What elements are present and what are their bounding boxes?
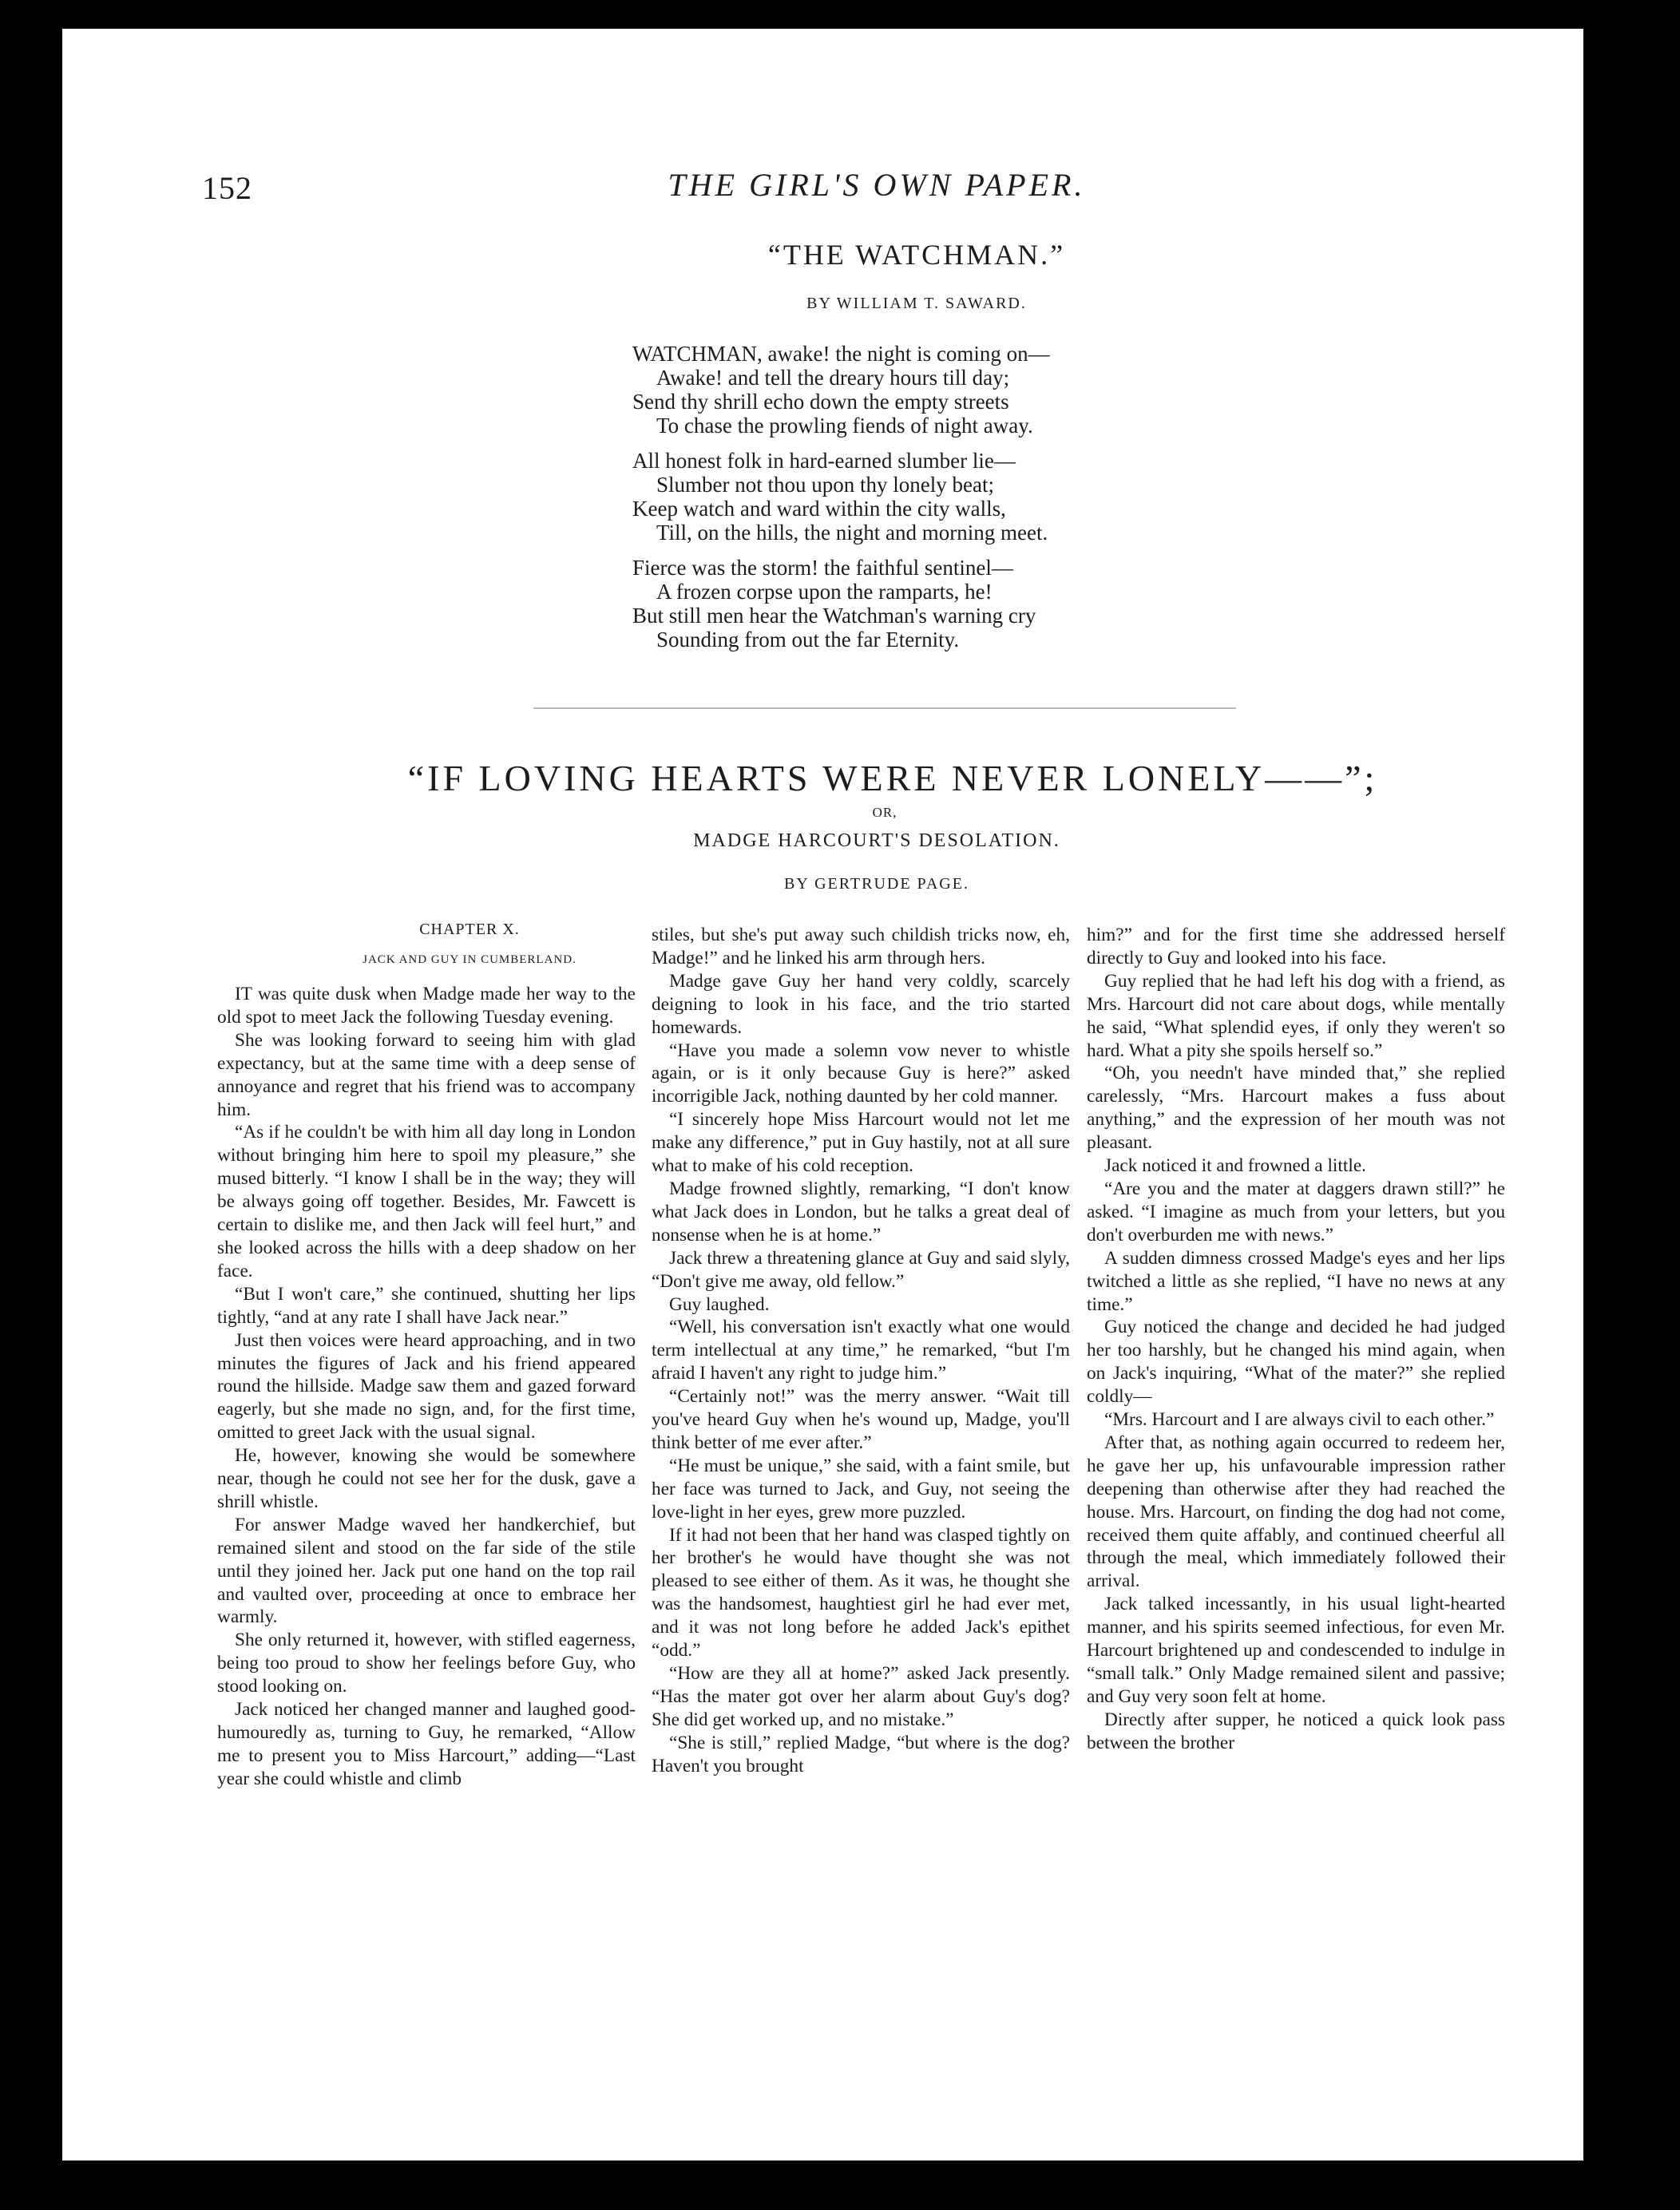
poem-byline: BY WILLIAM T. SAWARD. xyxy=(806,295,1027,312)
paragraph: “But I won't care,” she continued, shutting her lips tightly, “and at any rate I shall have Jack near.” xyxy=(217,1283,636,1328)
paragraph: Guy noticed the change and decided he had judged her too harshly, but he changed his mind again, when on Jack's inquiring, “What of the mater?” she replied coldly— xyxy=(1087,1317,1505,1408)
scan-border xyxy=(1583,29,1680,2160)
magazine-page xyxy=(62,29,1583,2160)
story-subtitle: MADGE HARCOURT'S DESOLATION. xyxy=(693,830,1060,851)
paragraph: IT was quite dusk when Madge made her way to the old spot to meet Jack the following Tuesday evening. xyxy=(217,984,636,1028)
poem-stanza xyxy=(632,342,1050,438)
story-byline: BY GERTRUDE PAGE. xyxy=(784,875,969,893)
poem-line: WATCHMAN, awake! the night is coming on— xyxy=(632,342,1050,366)
story-title: “IF LOVING HEARTS WERE NEVER LONELY——”; xyxy=(407,758,1378,798)
paragraph: Just then voices were heard approaching, and in two minutes the figures of Jack and his friend appeared round the hillside. Madge saw them and gazed forward eagerly, but she made no sign, and, for the first time, omitted to greet Jack with the usual signal. xyxy=(217,1329,636,1444)
paragraph: He, however, knowing she would be somewhere near, though he could not see her for the dusk, gave a shrill whistle. xyxy=(217,1445,636,1512)
paragraph: Jack noticed it and frowned a little. xyxy=(1104,1155,1366,1177)
poem-line: Keep watch and ward within the city walls, xyxy=(632,497,1006,521)
paragraph: After that, as nothing again occurred to redeem her, he gave her up, his unfavourable impression rather deepening than otherwise after they had reached the house. Mrs. Harcourt, on finding the dog had not come, received them quite affably, and continued cheerful all through the meal, which immediately followed their arrival. xyxy=(1087,1432,1505,1592)
paragraph: For answer Madge waved her handkerchief, but remained silent and stood on the far side of the stile until they joined her. Jack put one hand on the top rail and vaulted over, proceeding at once to embrace her warmly. xyxy=(217,1514,636,1628)
chapter-subtitle: JACK AND GUY IN CUMBERLAND. xyxy=(363,953,577,966)
story-or: OR, xyxy=(872,805,897,820)
paragraph: Madge frowned slightly, remarking, “I don't know what Jack does in London, but he talks a great deal of nonsense when he is at home.” xyxy=(652,1178,1070,1246)
poem-title: “THE WATCHMAN.” xyxy=(767,239,1066,271)
paragraph: “How are they all at home?” asked Jack presently. “Has the mater got over her alarm about Guy's dog? She did get worked up, and no mistake.” xyxy=(652,1663,1070,1730)
paragraph: A sudden dimness crossed Madge's eyes and her lips twitched a little as she replied, “I have no news at any time.” xyxy=(1087,1247,1505,1315)
paragraph: Jack talked incessantly, in his usual light-hearted manner, and his spirits seemed infectious, for even Mr. Harcourt brightened up and condescended to indulge in “small talk.” Only Madge remained silent and passive; and Guy very soon felt at home. xyxy=(1087,1594,1505,1707)
paragraph: Directly after supper, he noticed a quick look pass between the brother xyxy=(1087,1709,1505,1753)
poem-line: Fierce was the storm! the faithful sentinel— xyxy=(632,556,1013,580)
paragraph: “As if he couldn't be with him all day long in London without bringing him here to spoil my pleasure,” she mused bitterly. “I know I shall be in the way; they will be always going off together. Besides, Mr. Fawcett is certain to dislike me, and then Jack will feel hurt,” and she looked across the hills with a deep shadow on her face. xyxy=(217,1122,636,1281)
page-number: 152 xyxy=(202,170,252,206)
paragraph: “Have you made a solemn vow never to whistle again, or is it only because Guy is here?” asked incorrigible Jack, nothing daunted by her cold manner. xyxy=(652,1040,1070,1107)
paragraph: “Oh, you needn't have minded that,” she replied carelessly, “Mrs. Harcourt makes a fuss about anything,” and the expression of her mouth was not pleasant. xyxy=(1087,1063,1505,1154)
paragraph: If it had not been that her hand was clasped tightly on her brother's he would have thought she was not pleased to see either of them. As it was, he thought she was the handsomest, haughtiest girl he had ever met, and it was not long before he added Jack's epithet “odd.” xyxy=(652,1524,1070,1661)
paragraph: Madge gave Guy her hand very coldly, scarcely deigning to look in his face, and the trio started homewards. xyxy=(652,970,1070,1038)
poem-line: Sounding from out the far Eternity. xyxy=(656,628,960,652)
paragraph: “Well, his conversation isn't exactly what one would term intellectual at any time,” he remarked, “but I'm afraid I haven't any right to judge him.” xyxy=(652,1317,1070,1384)
paragraph: stiles, but she's put away such childish tricks now, eh, Madge!” and he linked his arm through hers. xyxy=(652,925,1070,968)
chapter-heading: CHAPTER X. xyxy=(419,921,520,938)
paragraph: “Are you and the mater at daggers drawn still?” he asked. “I imagine as much from your letters, but you don't overburden me with news.” xyxy=(1087,1178,1505,1246)
poem-line: Slumber not thou upon thy lonely beat; xyxy=(656,473,994,497)
poem-stanza xyxy=(632,449,1048,545)
poem-line: Till, on the hills, the night and morning meet. xyxy=(656,521,1048,545)
poem-line: Send thy shrill echo down the empty streets xyxy=(632,390,1009,414)
paragraph: She was looking forward to seeing him with glad expectancy, but at the same time with a deep sense of annoyance and regret that his friend was to accompany him. xyxy=(217,1029,636,1120)
paragraph: “Certainly not!” was the merry answer. “Wait till you've heard Guy when he's wound up, Madge, you'll think better of me ever after.” xyxy=(652,1386,1070,1453)
paragraph: Jack threw a threatening glance at Guy and said slyly, “Don't give me away, old fellow.” xyxy=(652,1247,1070,1292)
paragraph: “I sincerely hope Miss Harcourt would not let me make any difference,” put in Guy hastily, not at all sure what to make of his cold reception. xyxy=(652,1109,1070,1177)
paragraph: Guy laughed. xyxy=(669,1293,770,1315)
text-column-3 xyxy=(1087,924,1505,1755)
paragraph: “Mrs. Harcourt and I are always civil to each other.” xyxy=(1104,1409,1495,1431)
paragraph: She only returned it, however, with stifled eagerness, being too proud to show her feelings before Guy, who stood looking on. xyxy=(217,1630,636,1697)
text-column-1 xyxy=(217,983,636,1791)
paragraph: Guy replied that he had left his dog with a friend, as Mrs. Harcourt did not care about dogs, while mentally he said, “What splendid eyes, if only they weren't so hard. What a pity she spoils herself so.” xyxy=(1087,970,1505,1061)
text-column-2 xyxy=(652,924,1070,1778)
poem-line: To chase the prowling fiends of night away. xyxy=(656,414,1033,438)
poem-stanza xyxy=(632,556,1036,652)
poem-line: But still men hear the Watchman's warning cry xyxy=(632,604,1036,628)
paragraph: “She is still,” replied Madge, “but where is the dog? Haven't you brought xyxy=(652,1732,1070,1776)
poem-line: A frozen corpse upon the ramparts, he! xyxy=(656,580,993,604)
poem-line: All honest folk in hard-earned slumber lie— xyxy=(632,449,1016,473)
running-head: THE GIRL'S OWN PAPER. xyxy=(668,167,1086,203)
paragraph: Jack noticed her changed manner and laughed good-humouredly as, turning to Guy, he remarked, “Allow me to present you to Miss Harcourt,” adding—“Last year she could whistle and climb xyxy=(217,1699,636,1789)
paragraph: him?” and for the first time she addressed herself directly to Guy and looked into his face. xyxy=(1087,925,1505,968)
section-divider xyxy=(533,707,1236,709)
poem-line: Awake! and tell the dreary hours till day; xyxy=(656,366,1010,390)
paragraph: “He must be unique,” she said, with a faint smile, but her face was turned to Jack, and Guy, not seeing the love-light in her eyes, grew more puzzled. xyxy=(652,1455,1070,1523)
